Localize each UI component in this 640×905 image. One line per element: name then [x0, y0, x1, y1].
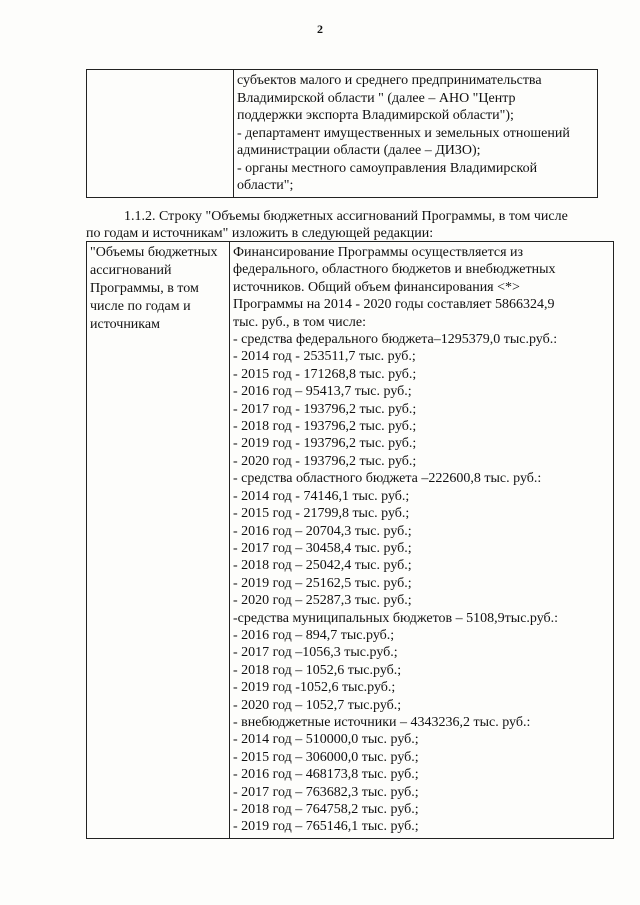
continuation-text-cell: [234, 70, 598, 198]
funding-line: - 2018 год – 764758,2 тыс. руб.;: [233, 802, 419, 817]
funding-line: - 2020 год - 193796,2 тыс. руб.;: [233, 453, 417, 469]
paragraph-line: 1.1.2. Строку "Объемы бюджетных ассигнований Программы, в том числе: [124, 209, 568, 224]
text-line: субъектов малого и среднего предпринимательства: [237, 73, 542, 88]
text-line: поддержки экспорта Владимирской области");: [237, 108, 514, 123]
funding-line: - 2017 год – 30458,4 тыс. руб.;: [233, 540, 412, 556]
funding-line: - 2015 год - 171268,8 тыс. руб.;: [233, 366, 417, 382]
continuation-label-cell: [87, 70, 234, 198]
amendment-paragraph: [86, 208, 610, 242]
text-line: - департамент имущественных и земельных отношений: [237, 125, 570, 141]
label-line: "Объемы бюджетных: [90, 245, 218, 260]
funding-line: - 2020 год – 1052,7 тыс.руб.;: [233, 697, 402, 713]
funding-line: Финансирование Программы осуществляется из: [233, 245, 524, 260]
funding-line: - 2014 год – 510000,0 тыс. руб.;: [233, 732, 419, 748]
funding-line: Программы на 2014 - 2020 годы составляет 5866324,9: [233, 297, 555, 313]
funding-table: [86, 241, 614, 839]
text-line: Владимирской области " (далее – АНО "Центр: [237, 90, 516, 106]
funding-line: федерального, областного бюджетов и внебюджетных: [233, 262, 556, 278]
label-line: источникам: [90, 317, 160, 332]
regional-budget-total: - средства областного бюджета –222600,8 тыс. руб.:: [233, 471, 542, 487]
funding-line: тыс. руб., в том числе:: [233, 314, 366, 330]
federal-budget-total: - средства федерального бюджета–1295379,0 тыс.руб.:: [233, 332, 558, 348]
label-line: ассигнований: [90, 263, 172, 278]
funding-line: - 2016 год – 468173,8 тыс. руб.;: [233, 767, 419, 783]
funding-line: - 2015 год – 306000,0 тыс. руб.;: [233, 749, 419, 765]
funding-line: - 2018 год – 25042,4 тыс. руб.;: [233, 558, 412, 574]
funding-line: - 2019 год – 25162,5 тыс. руб.;: [233, 575, 412, 591]
funding-line: - 2016 год – 894,7 тыс.руб.;: [233, 627, 395, 643]
funding-line: - 2018 год - 193796,2 тыс. руб.;: [233, 419, 417, 435]
funding-line: - 2014 год - 74146,1 тыс. руб.;: [233, 488, 410, 504]
page-number: 2: [317, 22, 323, 36]
funding-line: - 2015 год - 21799,8 тыс. руб.;: [233, 506, 410, 522]
funding-line: - 2017 год – 763682,3 тыс. руб.;: [233, 784, 419, 800]
funding-label-cell: [87, 242, 230, 839]
funding-line: - 2019 год - 193796,2 тыс. руб.;: [233, 436, 417, 452]
funding-line: - 2019 год – 765146,1 тыс. руб.;: [233, 819, 419, 835]
extrabudgetary-total: - внебюджетные источники – 4343236,2 тыс. руб.:: [233, 714, 531, 730]
funding-details-cell: [230, 242, 614, 839]
funding-line: - 2018 год – 1052,6 тыс.руб.;: [233, 662, 402, 678]
label-line: числе по годам и: [90, 299, 191, 314]
funding-line: источников. Общий объем финансирования <*>: [233, 279, 520, 295]
funding-line: - 2016 год – 20704,3 тыс. руб.;: [233, 523, 412, 539]
text-line: - органы местного самоуправления Владимирской: [237, 160, 538, 176]
text-line: администрации области (далее – ДИЗО);: [237, 143, 481, 158]
funding-line: - 2017 год - 193796,2 тыс. руб.;: [233, 401, 417, 417]
table-row: [87, 242, 614, 839]
table-row: [87, 70, 598, 198]
funding-line: - 2016 год – 95413,7 тыс. руб.;: [233, 384, 412, 400]
continuation-table: [86, 69, 598, 198]
funding-line: - 2020 год – 25287,3 тыс. руб.;: [233, 593, 412, 609]
funding-line: - 2014 год - 253511,7 тыс. руб.;: [233, 349, 416, 365]
municipal-budget-total: -средства муниципальных бюджетов – 5108,9тыс.руб.:: [233, 610, 559, 626]
label-line: Программы, в том: [90, 281, 199, 296]
text-line: области";: [237, 178, 294, 193]
paragraph-line: по годам и источникам" изложить в следующей редакции:: [86, 226, 434, 241]
funding-line: - 2019 год -1052,6 тыс.руб.;: [233, 680, 396, 696]
funding-line: - 2017 год –1056,3 тыс.руб.;: [233, 645, 398, 661]
